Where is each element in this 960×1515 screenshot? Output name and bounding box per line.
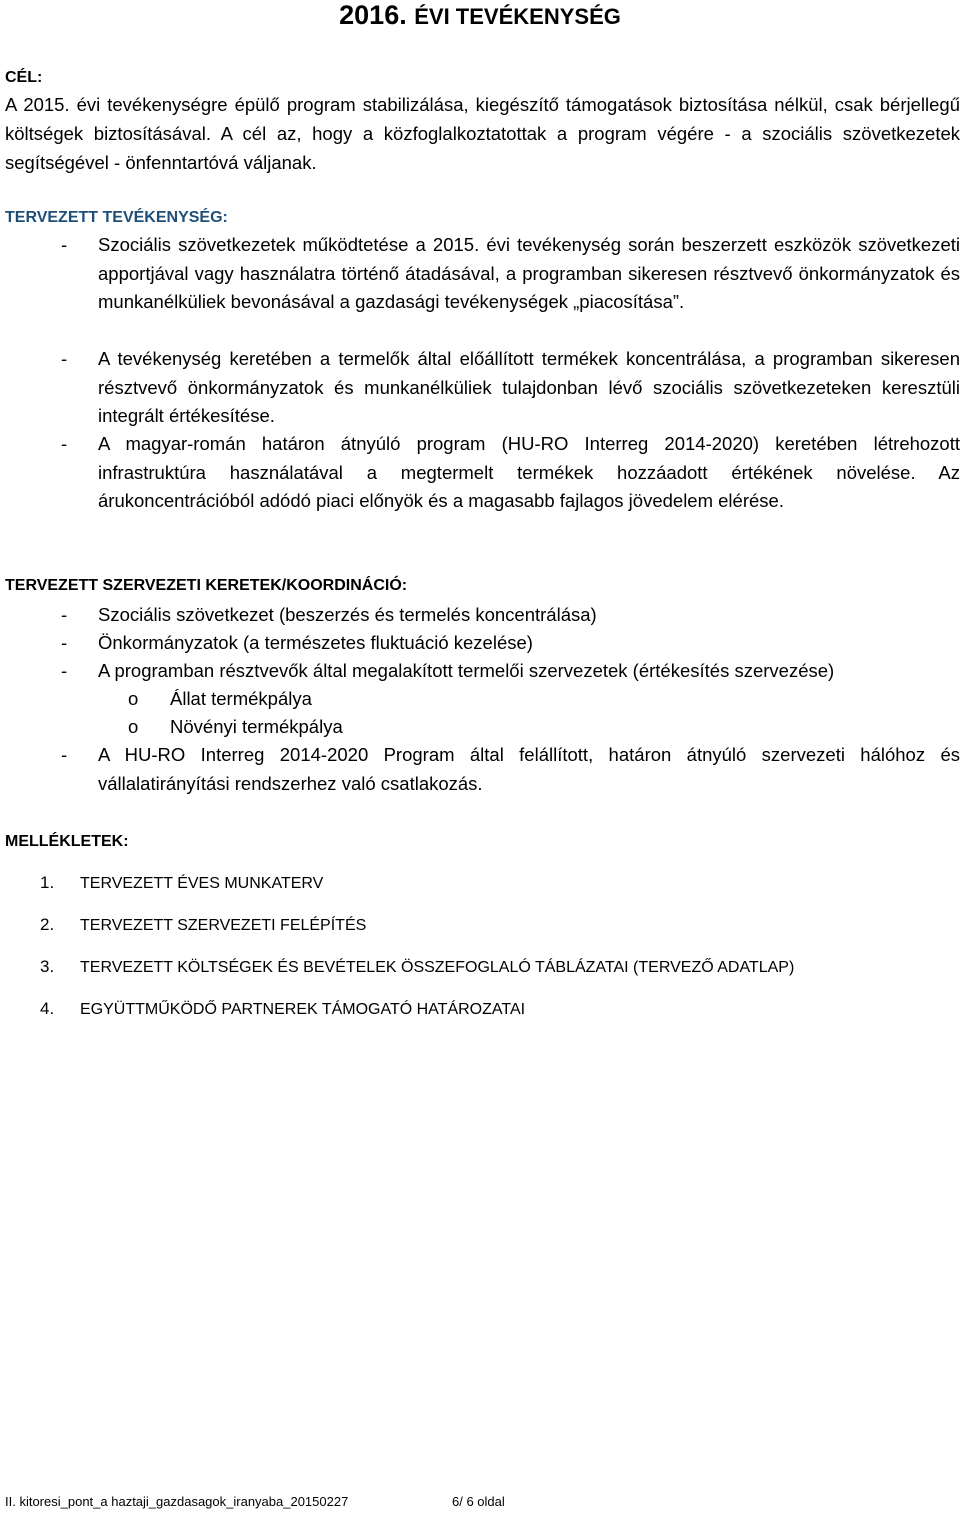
attachment-text: TERVEZETT KÖLTSÉGEK ÉS BEVÉTELEK ÖSSZEFOGLALÓ TÁBLÁZATAI (TERVEZŐ ADATLAP) [80, 959, 795, 976]
attachment-text: EGYÜTTMŰKÖDŐ PARTNEREK TÁMOGATÓ HATÁROZATAI [80, 1001, 526, 1018]
circle-bullet-icon: o [128, 688, 139, 709]
tevekenyseg-item-text: A tevékenység keretében a termelők által előállított termékek koncentrálása, a programban sikeresen résztvevő önkormányzatok és munkanélküliek tulajdonban lévő szociális szövetkezeteken keresztüli integrált értékesítése. [98, 348, 960, 426]
mellekletek-heading: MELLÉKLETEK: [5, 833, 129, 850]
attachment-number: 4. [40, 999, 55, 1018]
attachment-text: TERVEZETT ÉVES MUNKATERV [80, 875, 324, 892]
footer-page-number: 6/ 6 oldal [452, 1494, 505, 1509]
page-footer [5, 1494, 505, 1510]
circle-bullet-icon: o [128, 716, 139, 737]
keretek-item-text: Önkormányzatok (a természetes fluktuáció kezelése) [98, 632, 533, 653]
footer-filename: II. kitoresi_pont_a haztaji_gazdasagok_iranyaba_20150227 [5, 1494, 349, 1509]
attachment-number: 2. [40, 915, 55, 934]
attachment-item [40, 915, 366, 936]
tevekenyseg-item-text: A magyar-román határon átnyúló program (HU-RO Interreg 2014-2020) keretében létrehozott infrastruktúra használatával a megtermelt termékek hozzáadott értékének növelése. Az árukoncentrációból adódó piaci előnyök és a magasabb fajlagos jövedelem elérése. [98, 433, 960, 511]
keretek-item-text: Szociális szövetkezet (beszerzés és termelés koncentrálása) [98, 604, 597, 625]
keretek-item-text: A programban résztvevők által megalakított termelői szervezetek (értékesítés szervezése) [98, 660, 835, 681]
dash-marker: - [61, 660, 68, 681]
tevekenyseg-item-text: Szociális szövetkezetek működtetése a 2015. évi tevékenység során beszerzett eszközök szövetkezeti apportjával vagy használatra történő átadásával, a programban sikeresen résztvevő önkormányzatok és munkanélküliek bevonásával a gazdasági tevékenységek „piacosítása”. [98, 234, 960, 312]
keretek-item [5, 601, 960, 630]
attachment-item [40, 873, 323, 894]
title-year: 2016. [339, 0, 407, 30]
tevekenyseg-heading: TERVEZETT TEVÉKENYSÉG: [5, 209, 228, 226]
keretek-item [5, 629, 960, 658]
dash-marker: - [61, 234, 68, 255]
keretek-item [5, 657, 960, 686]
page-title [0, 0, 960, 32]
keretek-subitem-text: Növényi termékpálya [170, 716, 343, 737]
attachment-item [40, 957, 794, 978]
dash-marker: - [61, 632, 68, 653]
dash-marker: - [61, 348, 68, 369]
dash-marker: - [61, 604, 68, 625]
tevekenyseg-item [5, 430, 960, 516]
keretek-subitem-text: Állat termékpálya [170, 688, 312, 709]
dash-marker: - [61, 433, 68, 454]
cel-paragraph: A 2015. évi tevékenységre épülő program stabilizálása, kiegészítő támogatások biztosítása nélkül, csak bérjellegű költségek biztosításával. A cél az, hogy a közfoglalkoztatottak a program végére - a szociális szövetkezetek segítségével - önfenntartóvá váljanak. [5, 94, 960, 173]
attachment-number: 3. [40, 957, 55, 976]
attachment-text: TERVEZETT SZERVEZETI FELÉPÍTÉS [80, 917, 367, 934]
keretek-item-text: A HU-RO Interreg 2014-2020 Program által felállított, határon átnyúló szervezeti hálóhoz és vállalatirányítási rendszerhez való csatlakozás. [98, 744, 960, 794]
cel-heading: CÉL: [5, 69, 43, 86]
tevekenyseg-item [5, 231, 960, 317]
dash-marker: - [61, 744, 68, 765]
title-text: ÉVI TEVÉKENYSÉG [414, 4, 621, 29]
keretek-heading: TERVEZETT SZERVEZETI KERETEK/KOORDINÁCIÓ: [5, 577, 408, 594]
attachment-item [40, 999, 525, 1020]
keretek-item [5, 741, 960, 798]
attachment-number: 1. [40, 873, 55, 892]
tevekenyseg-item [5, 345, 960, 431]
